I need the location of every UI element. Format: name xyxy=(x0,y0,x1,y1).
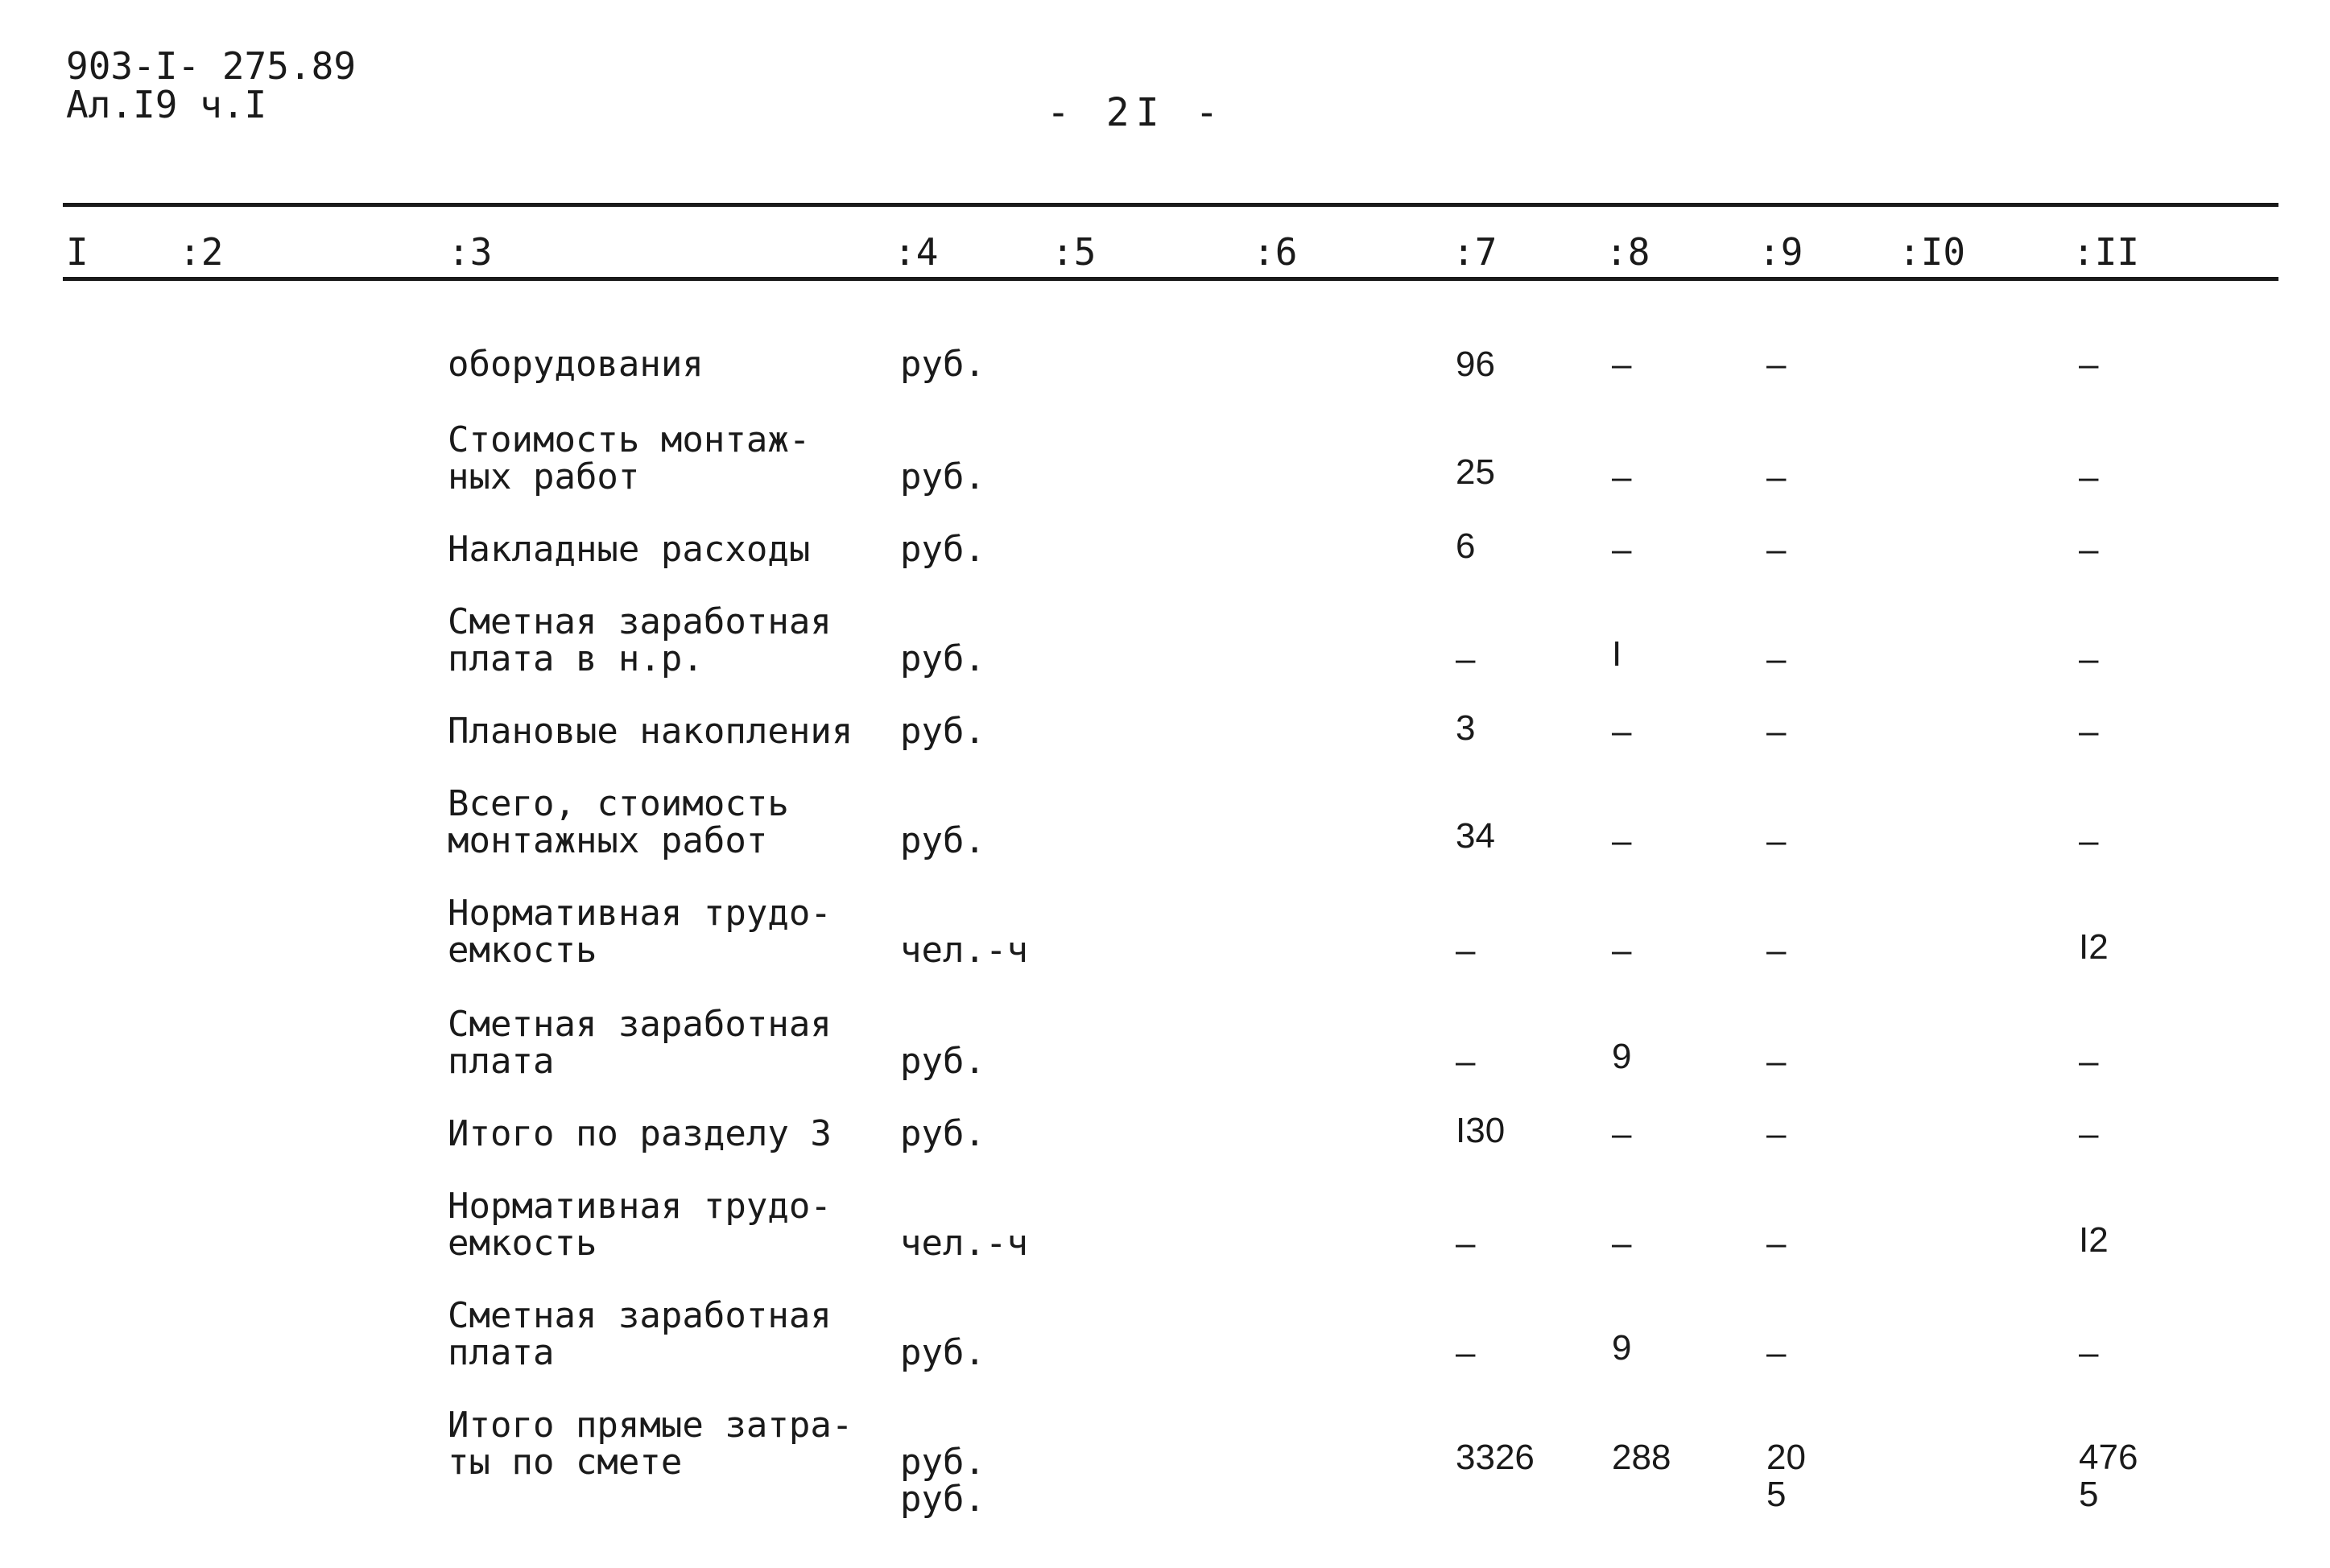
row-col8: – xyxy=(1612,1114,1632,1153)
row-col8: – xyxy=(1612,457,1632,497)
column-header-4: :4 xyxy=(894,230,939,274)
row-col7: 6 xyxy=(1456,526,1476,566)
row-col8: – xyxy=(1612,1223,1632,1263)
table-row xyxy=(0,1405,2330,1520)
table-row xyxy=(0,344,2330,385)
row-unit: руб. xyxy=(900,638,985,679)
row-col9: – xyxy=(1766,1114,1787,1153)
row-col7: 3326 xyxy=(1456,1438,1535,1477)
column-header-10: :I0 xyxy=(1898,230,1966,274)
row-unit: чел.-ч xyxy=(900,930,1028,971)
column-header-7: :7 xyxy=(1452,230,1498,274)
row-unit: руб. xyxy=(900,529,985,570)
column-header-2: :2 xyxy=(179,230,224,274)
table-row xyxy=(0,419,2330,497)
row-col8: – xyxy=(1612,821,1632,860)
row-col9: – xyxy=(1766,712,1787,751)
row-col8: – xyxy=(1612,530,1632,569)
row-col11: – xyxy=(2079,712,2099,751)
row-col11: – xyxy=(2079,345,2099,384)
document-code xyxy=(66,44,357,126)
row-description: Нормативная трудо- емкость xyxy=(448,893,832,971)
row-col11: I2 xyxy=(2079,1220,2109,1260)
column-header-6: :6 xyxy=(1253,230,1298,274)
column-header-11: :II xyxy=(2072,230,2140,274)
row-unit: чел.-ч xyxy=(900,1223,1028,1264)
column-header-5: :5 xyxy=(1051,230,1097,274)
row-col9: – xyxy=(1766,821,1787,860)
table-row xyxy=(0,601,2330,679)
row-description: Итого по разделу 3 xyxy=(448,1113,832,1154)
row-col7: – xyxy=(1456,1223,1476,1263)
row-unit: руб. xyxy=(900,1041,985,1082)
row-col8: I xyxy=(1612,634,1622,674)
row-unit: руб. xyxy=(900,1113,985,1154)
row-unit: руб. xyxy=(900,711,985,752)
row-col11: – xyxy=(2079,1114,2099,1153)
row-description: Плановые накопления xyxy=(448,711,853,752)
row-col8: 9 xyxy=(1612,1328,1632,1368)
row-col7: – xyxy=(1456,639,1476,679)
row-col11: – xyxy=(2079,639,2099,679)
table-row xyxy=(0,526,2330,570)
row-unit: руб. руб. xyxy=(900,1442,985,1520)
row-description: Сметная заработная плата xyxy=(448,1295,832,1373)
row-col8: 288 xyxy=(1612,1438,1671,1477)
row-unit: руб. xyxy=(900,820,985,861)
table-row xyxy=(0,708,2330,752)
row-col7: 3 xyxy=(1456,708,1476,748)
column-header-3: :3 xyxy=(448,230,493,274)
row-col7: – xyxy=(1456,930,1476,970)
row-col11: 476 5 xyxy=(2079,1438,2138,1514)
row-col7: 34 xyxy=(1456,816,1495,856)
column-header-1: I xyxy=(66,230,89,274)
row-description: Нормативная трудо- емкость xyxy=(448,1186,832,1264)
row-col7: I30 xyxy=(1456,1111,1506,1150)
row-description: Сметная заработная плата в н.р. xyxy=(448,601,832,679)
row-col9: – xyxy=(1766,1333,1787,1372)
document-code-line1: 903-I- 275.89 xyxy=(66,44,357,88)
row-col11: – xyxy=(2079,1042,2099,1081)
row-description: Итого прямые затра- ты по смете xyxy=(448,1405,853,1483)
row-col11: – xyxy=(2079,1333,2099,1372)
row-col11: – xyxy=(2079,457,2099,497)
row-description: Стоимость монтаж- ных работ xyxy=(448,419,811,497)
row-description: Накладные расходы xyxy=(448,529,811,570)
document-code-line2: Ал.I9 ч.I xyxy=(66,83,267,126)
row-col11: – xyxy=(2079,821,2099,860)
row-col9: – xyxy=(1766,345,1787,384)
row-col7: 96 xyxy=(1456,345,1495,384)
row-description: оборудования xyxy=(448,344,704,385)
row-col7: 25 xyxy=(1456,452,1495,492)
row-col9: 20 5 xyxy=(1766,1438,1806,1514)
row-description: Сметная заработная плата xyxy=(448,1004,832,1082)
row-col7: – xyxy=(1456,1042,1476,1081)
row-col9: – xyxy=(1766,1042,1787,1081)
column-header-8: :8 xyxy=(1605,230,1650,274)
row-col9: – xyxy=(1766,530,1787,569)
table-row xyxy=(0,893,2330,971)
column-header-9: :9 xyxy=(1758,230,1803,274)
row-col11: – xyxy=(2079,530,2099,569)
row-col8: – xyxy=(1612,712,1632,751)
table-top-rule xyxy=(63,203,2278,207)
row-col9: – xyxy=(1766,1223,1787,1263)
row-col8: – xyxy=(1612,930,1632,970)
row-col11: I2 xyxy=(2079,927,2109,967)
row-description: Всего, стоимость монтажных работ xyxy=(448,783,789,861)
row-col7: – xyxy=(1456,1333,1476,1372)
row-col8: – xyxy=(1612,345,1632,384)
row-unit: руб. xyxy=(900,344,985,385)
table-row xyxy=(0,1186,2330,1264)
page-number: - 2I - xyxy=(1047,90,1225,135)
row-col9: – xyxy=(1766,639,1787,679)
row-col8: 9 xyxy=(1612,1037,1632,1076)
row-col9: – xyxy=(1766,930,1787,970)
row-unit: руб. xyxy=(900,1332,985,1373)
row-col9: – xyxy=(1766,457,1787,497)
table-header-rule xyxy=(63,277,2278,281)
row-unit: руб. xyxy=(900,456,985,497)
table-row xyxy=(0,1004,2330,1082)
